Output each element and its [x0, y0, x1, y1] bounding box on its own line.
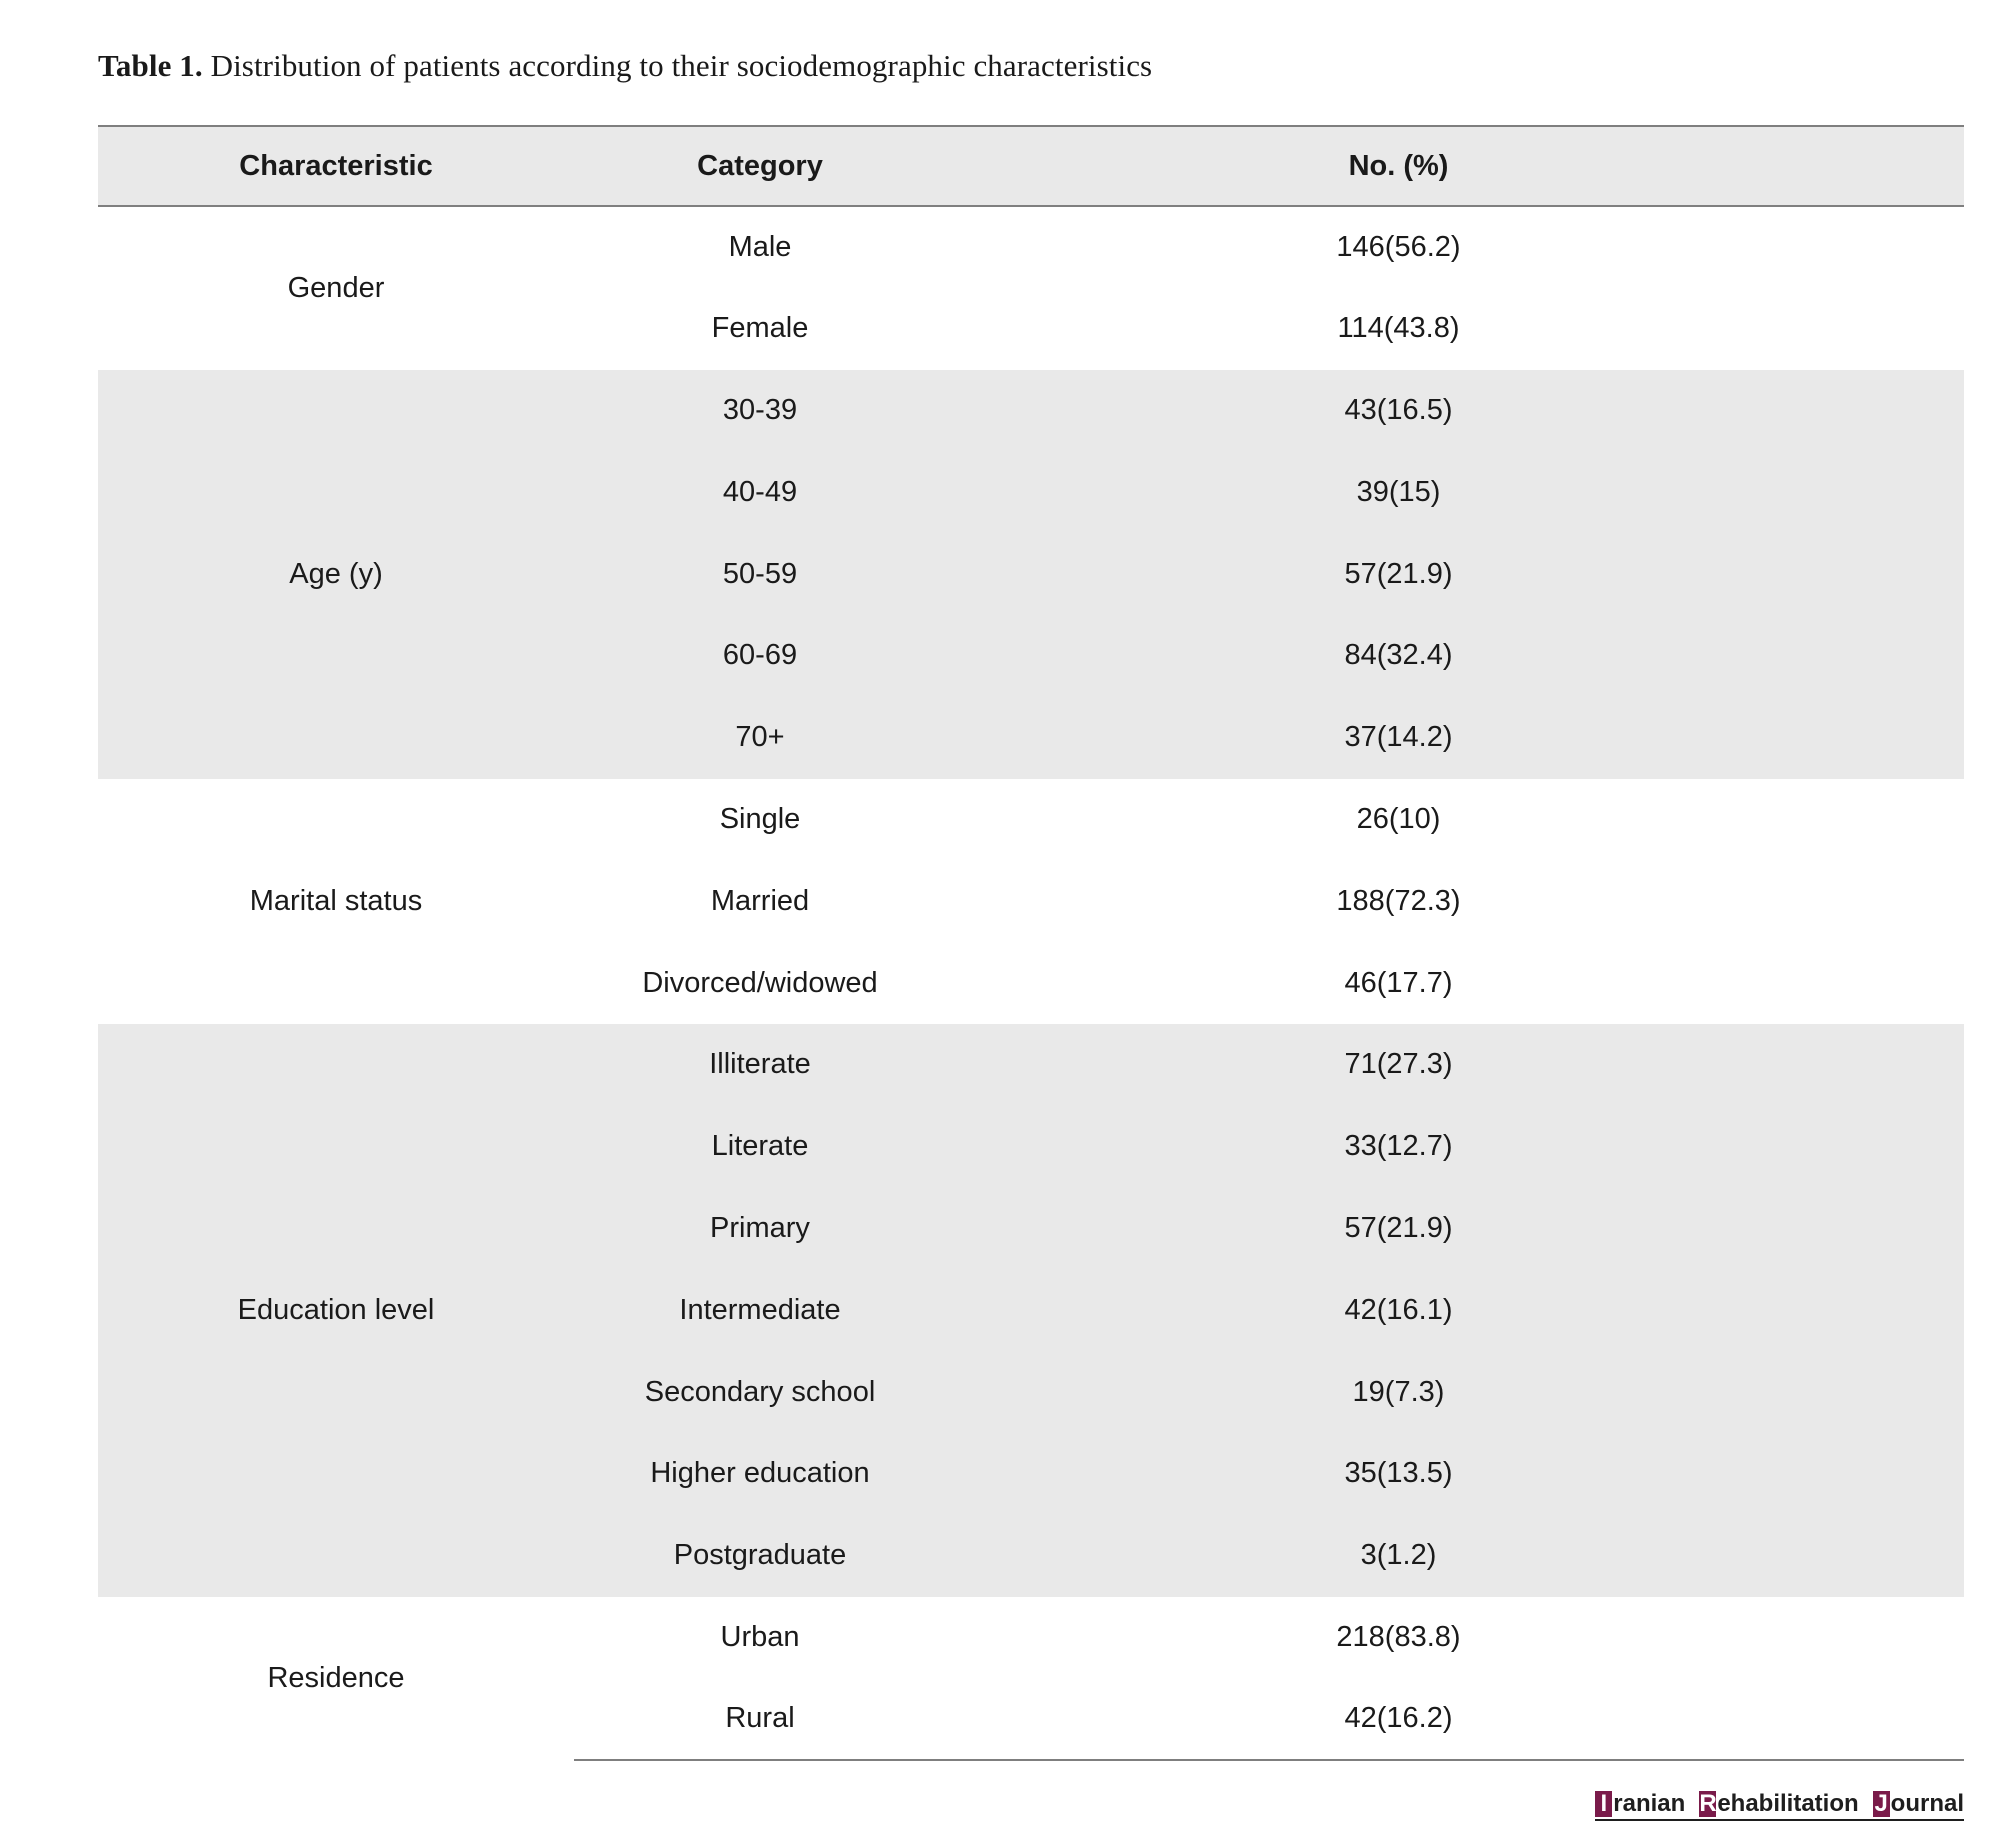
count-percent-value: 3(1.2)	[1360, 1539, 1437, 1572]
category-cell: Postgraduate	[673, 1539, 847, 1572]
table-caption-text: Distribution of patients according to their sociodemographic characteristics	[210, 48, 1153, 83]
logo-word-text: ranian	[1613, 1790, 1686, 1817]
count-percent-value: 114(43.8)	[1337, 312, 1460, 345]
category-cell: 40-49	[722, 475, 798, 508]
count-percent-value: 46(17.7)	[1344, 966, 1453, 999]
count-percent-cell	[946, 206, 1964, 288]
category-cell: Male	[728, 230, 792, 263]
logo-word	[1699, 1790, 1858, 1818]
count-percent-value: 35(13.5)	[1344, 1457, 1453, 1490]
count-percent-value: 218(83.8)	[1336, 1620, 1461, 1653]
header-count-percent	[946, 126, 1964, 206]
count-percent-cell	[946, 860, 1964, 942]
category-cell: 30-39	[722, 393, 798, 426]
table-row	[98, 1024, 1964, 1106]
logo-word-text: ehabilitation	[1717, 1790, 1859, 1817]
count-percent-value: 33(12.7)	[1344, 1130, 1453, 1163]
category-cell: Divorced/widowed	[642, 966, 878, 999]
count-percent-value: 84(32.4)	[1344, 639, 1453, 672]
table-row	[98, 779, 1964, 861]
characteristic-cell: Gender	[287, 271, 385, 304]
header-category: Category	[574, 126, 946, 206]
count-percent-cell	[946, 942, 1964, 1024]
category-cell: 50-59	[722, 557, 798, 590]
count-percent-cell	[946, 1351, 1964, 1433]
count-percent-cell	[946, 1515, 1964, 1597]
logo-initial: I	[1595, 1791, 1612, 1817]
count-percent-value: 26(10)	[1356, 802, 1441, 835]
sociodemographic-table	[98, 125, 1964, 1761]
logo-initial: J	[1874, 1790, 1888, 1817]
logo-word	[1873, 1790, 1964, 1818]
count-percent-cell	[946, 1597, 1964, 1679]
journal-logo	[1595, 1790, 1964, 1821]
count-percent-value: 42(16.2)	[1344, 1702, 1453, 1735]
count-percent-value: 57(21.9)	[1344, 1211, 1453, 1244]
count-percent-cell	[946, 533, 1964, 615]
category-cell: 60-69	[722, 639, 798, 672]
group-marital-status	[98, 779, 1964, 1024]
count-percent-cell	[946, 1106, 1964, 1188]
category-cell: Rural	[574, 1678, 946, 1760]
group-age-y	[98, 370, 1964, 779]
table-row	[98, 1597, 1964, 1679]
category-cell: Primary	[710, 1211, 810, 1244]
category-cell: Urban	[720, 1620, 800, 1653]
category-cell: Intermediate	[679, 1293, 841, 1326]
count-percent-cell	[946, 615, 1964, 697]
header-row	[98, 126, 1964, 206]
header-characteristic: Characteristic	[98, 126, 574, 206]
category-cell: Illiterate	[709, 1048, 811, 1081]
category-cell: Higher education	[650, 1457, 870, 1490]
logo-initial: R	[1699, 1790, 1717, 1817]
category-cell: Married	[710, 884, 810, 917]
count-percent-cell	[946, 1024, 1964, 1106]
group-residence	[98, 1597, 1964, 1761]
characteristic-cell: Age (y)	[289, 557, 383, 590]
count-percent-value: 19(7.3)	[1352, 1375, 1445, 1408]
characteristic-cell: Marital status	[249, 884, 423, 917]
count-percent-cell	[946, 1433, 1964, 1515]
count-percent-value: 42(16.1)	[1344, 1293, 1453, 1326]
count-percent-value: 57(21.9)	[1344, 557, 1453, 590]
category-cell: Single	[719, 802, 801, 835]
count-percent-value: 188(72.3)	[1336, 884, 1461, 917]
category-cell: Female	[711, 312, 809, 345]
count-percent-value: 37(14.2)	[1344, 721, 1453, 754]
count-percent-cell	[946, 697, 1964, 779]
count-percent-value: 43(16.5)	[1344, 393, 1453, 426]
count-percent-cell	[946, 370, 1964, 452]
table-row	[98, 206, 1964, 288]
category-cell: 70+	[735, 721, 785, 754]
count-percent-cell	[946, 779, 1964, 861]
count-percent-cell	[946, 1188, 1964, 1270]
characteristic-cell: Education level	[237, 1293, 435, 1326]
count-percent-cell	[946, 1269, 1964, 1351]
group-education-level	[98, 1024, 1964, 1597]
logo-word	[1595, 1790, 1685, 1818]
count-percent-cell	[946, 451, 1964, 533]
table-row	[98, 370, 1964, 452]
count-percent-value: 146(56.2)	[1336, 230, 1461, 263]
group-gender	[98, 206, 1964, 370]
count-percent-cell	[946, 288, 1964, 370]
table-caption	[98, 48, 1152, 84]
table-caption-label: Table 1.	[98, 48, 203, 83]
category-cell: Literate	[711, 1130, 809, 1163]
count-percent-value: 71(27.3)	[1344, 1048, 1453, 1081]
header-count-percent-label: No. (%)	[1348, 149, 1449, 182]
category-cell: Secondary school	[644, 1375, 876, 1408]
characteristic-cell: Residence	[267, 1661, 405, 1694]
count-percent-cell	[946, 1678, 1964, 1760]
count-percent-value: 39(15)	[1356, 475, 1441, 508]
logo-word-text: ournal	[1890, 1790, 1964, 1817]
table-header	[98, 126, 1964, 206]
